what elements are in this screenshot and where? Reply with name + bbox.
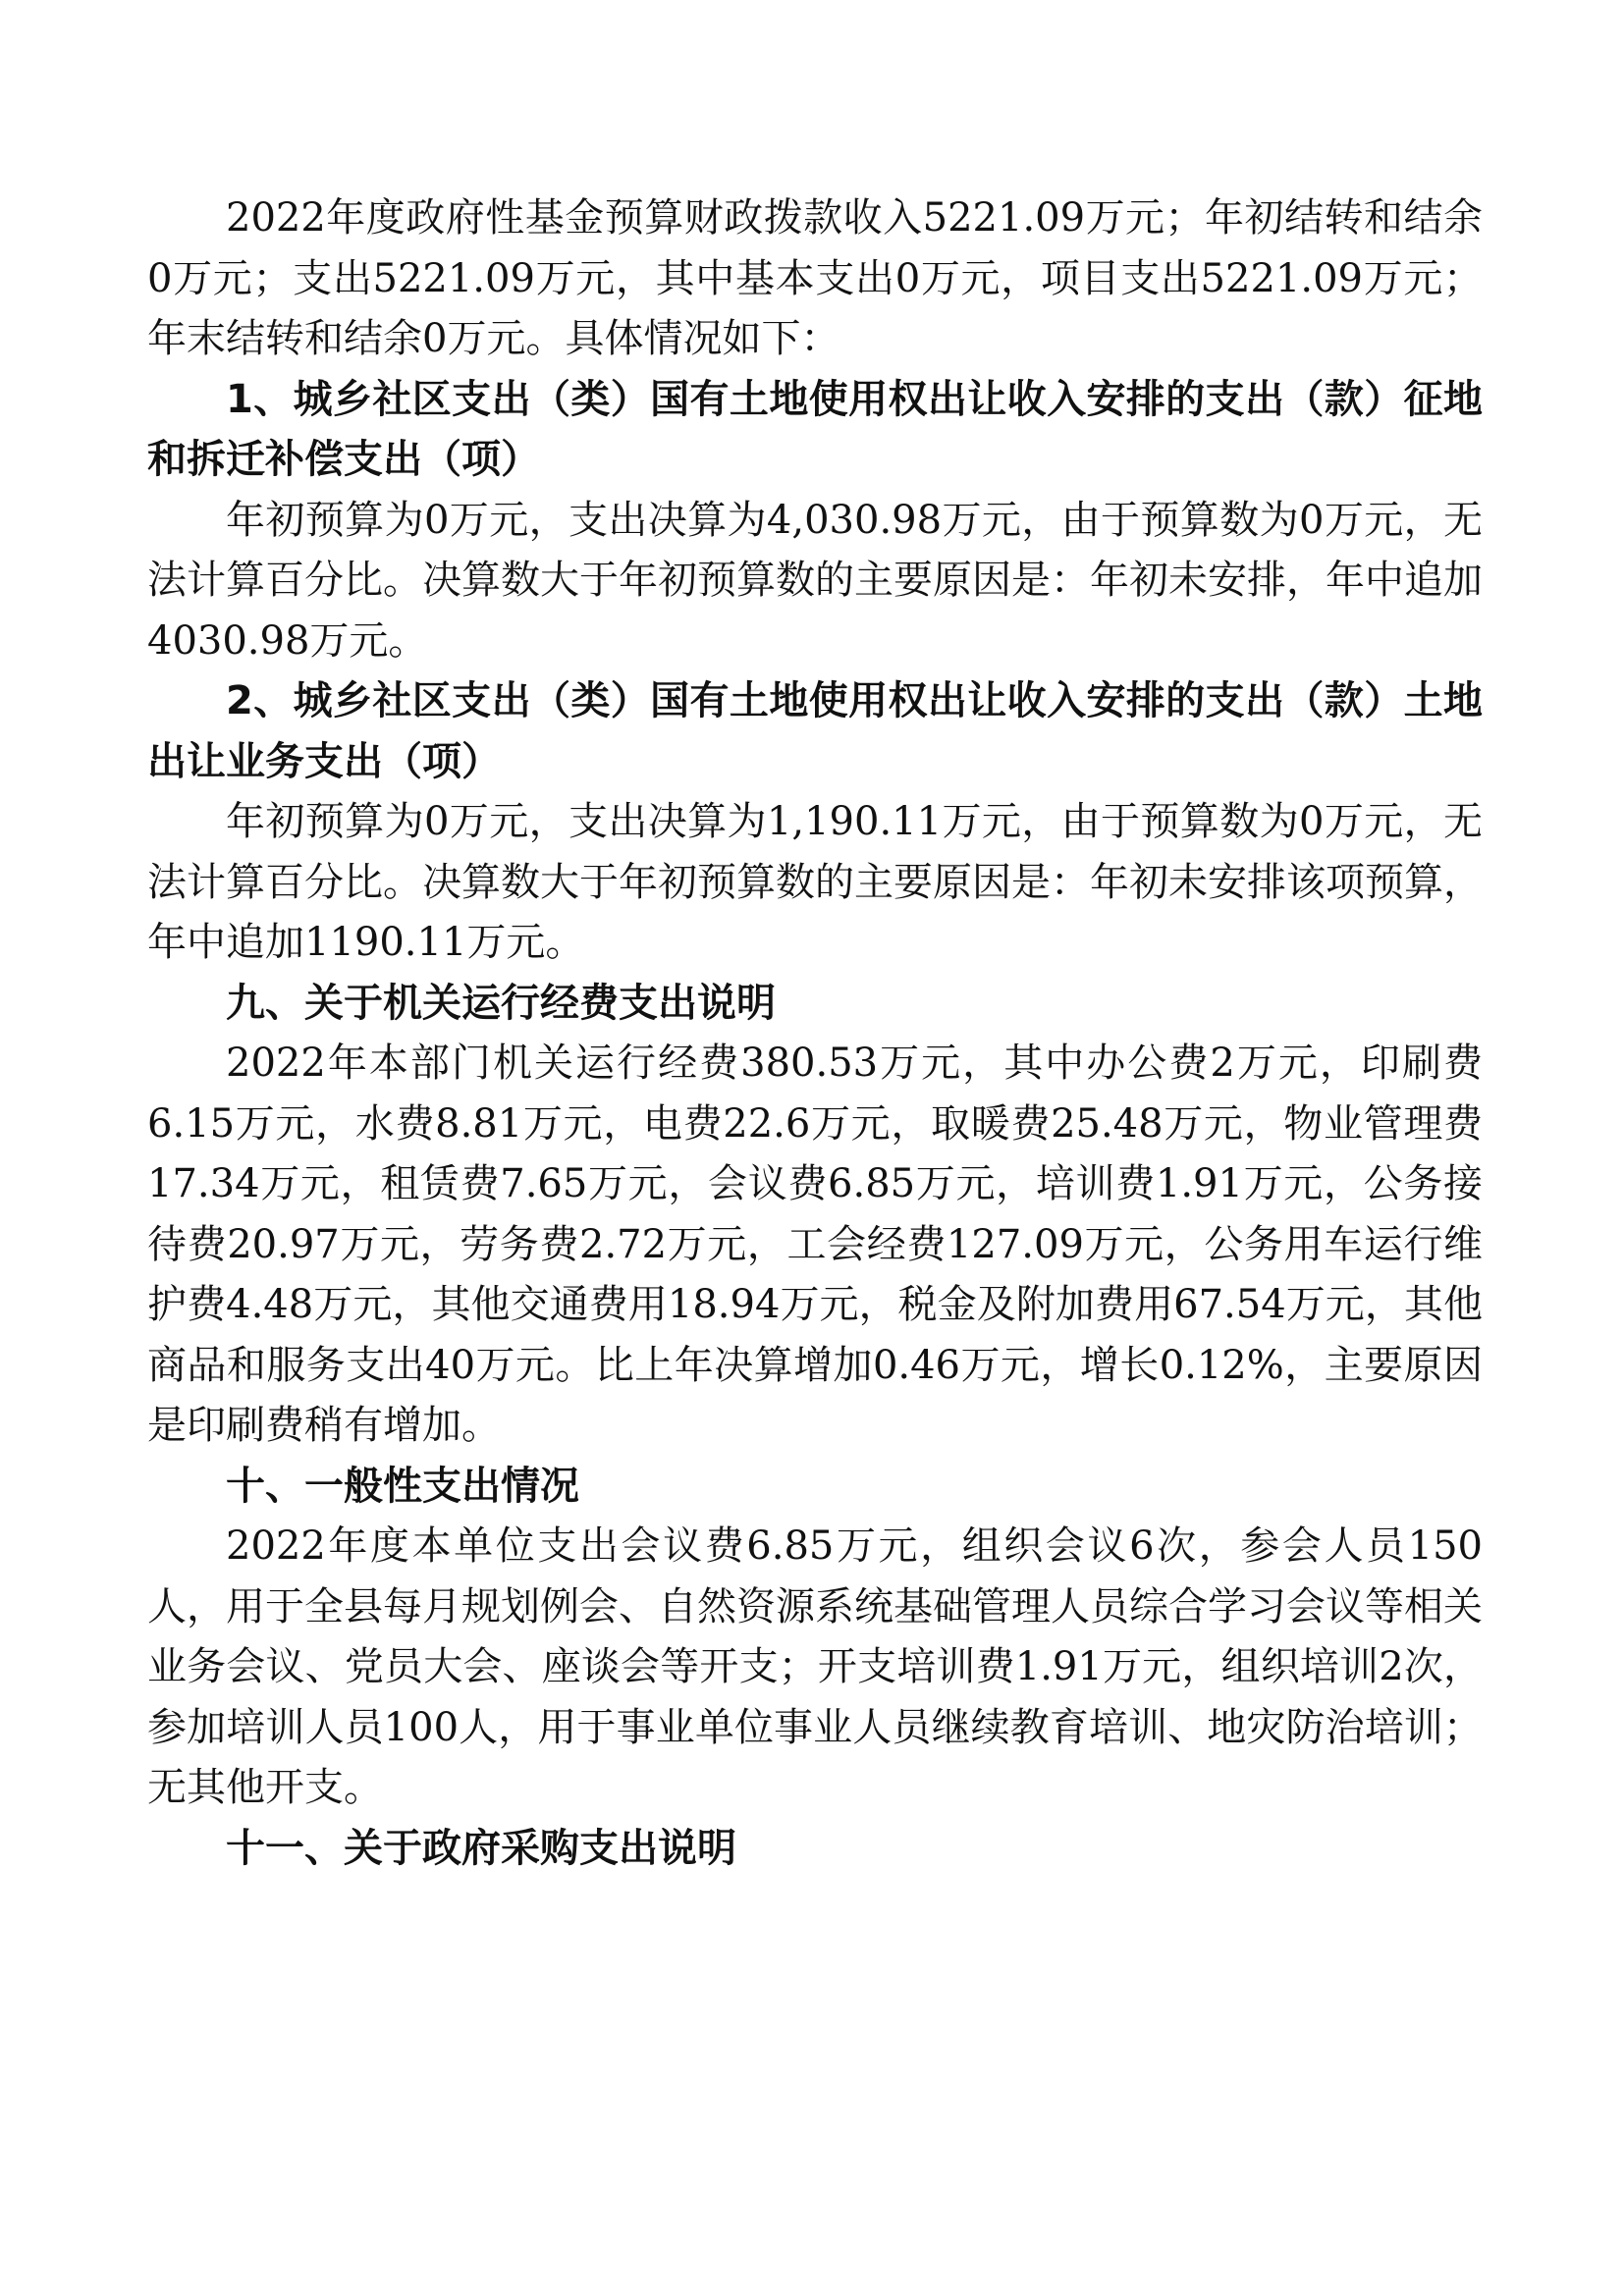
heading-item-2-land-transfer: 2、城乡社区支出（类）国有土地使用权出让收入安排的支出（款）土地出让业务支出（项）: [147, 678, 1483, 784]
paragraph-general-expenditure-detail: 2022年度本单位支出会议费6.85万元，组织会议6次，参会人员150人，用于全县每月规划例会、自然资源系统基础管理人员综合学习会议等相关业务会议、党员大会、座谈会等开支；开支培训费1.91万元，组织培训2次，参加培训人员100人，用于事业单位事业人员继续教育培训、地灾防治培训；无其他开支。: [147, 1523, 1483, 1810]
heading-section-11-procurement: 十一、关于政府采购支出说明: [226, 1825, 736, 1871]
paragraph-operating-expenses-detail: 2022年本部门机关运行经费380.53万元，其中办公费2万元，印刷费6.15万元，水费8.81万元，电费22.6万元，取暖费25.48万元，物业管理费17.34万元，租赁费7.65万元，会议费6.85万元，培训费1.91万元，公务接待费20.97万元，劳务费2.72万元，工会经费127.09万元，公务用车运行维护费4.48万元，其他交通费用18.94万元，税金及附加费用67.54万元，其他商品和服务支出40万元。比上年决算增加0.46万元，增长0.12%，主要原因是印刷费稍有增加。: [147, 1041, 1483, 1448]
paragraph-fund-budget-summary: 2022年度政府性基金预算财政拨款收入5221.09万元；年初结转和结余0万元；支出5221.09万元，其中基本支出0万元，项目支出5221.09万元；年末结转和结余0万元。具体情况如下：: [147, 195, 1483, 361]
heading-section-9-operating-expenses: 九、关于机关运行经费支出说明: [226, 980, 776, 1026]
paragraph-item-1-detail: 年初预算为0万元，支出决算为4,030.98万元，由于预算数为0万元，无法计算百分比。决算数大于年初预算数的主要原因是：年初未安排，年中追加4030.98万元。: [147, 497, 1483, 664]
document-page: [147, 188, 1483, 1879]
paragraph-item-2-detail: 年初预算为0万元，支出决算为1,190.11万元，由于预算数为0万元，无法计算百分比。决算数大于年初预算数的主要原因是：年初未安排该项预算，年中追加1190.11万元。: [147, 799, 1483, 965]
heading-item-1-land-compensation: 1、城乡社区支出（类）国有土地使用权出让收入安排的支出（款）征地和拆迁补偿支出（项）: [147, 376, 1483, 482]
heading-section-10-general-expenditure: 十、一般性支出情况: [226, 1463, 579, 1509]
